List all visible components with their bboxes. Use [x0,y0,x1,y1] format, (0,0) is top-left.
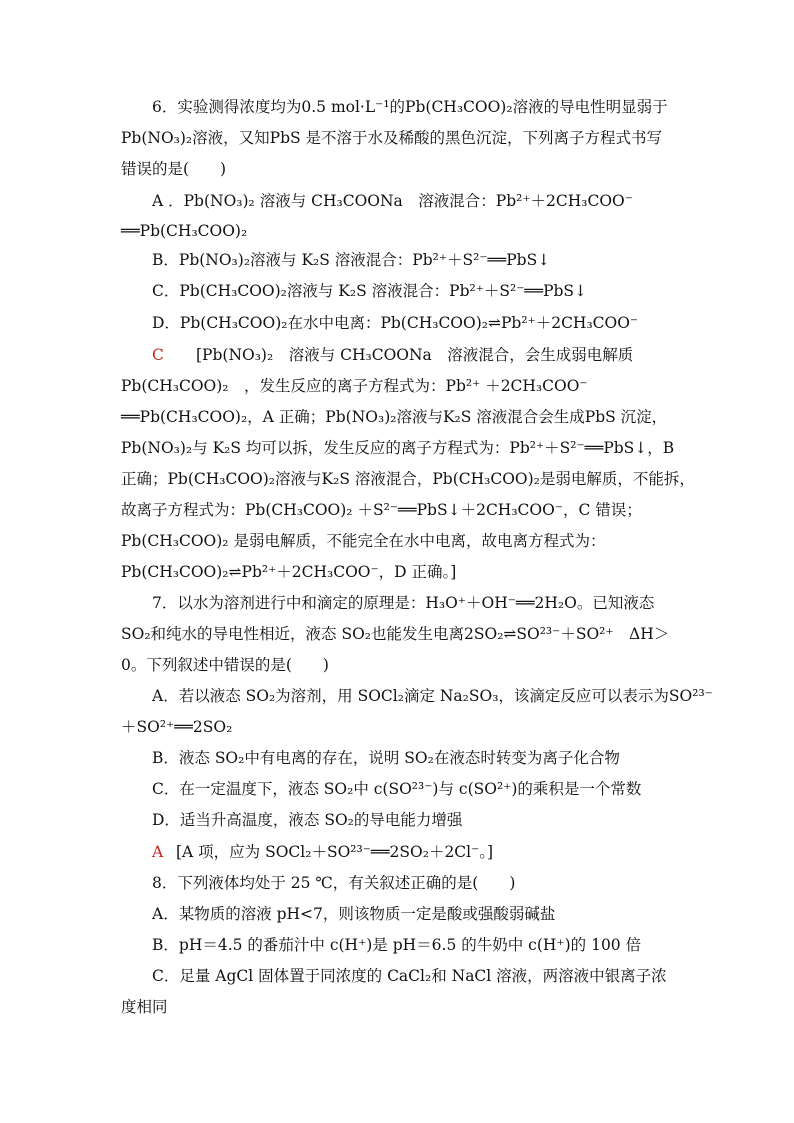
q6-explanation-line-6: 故离子方程式为：Pb(CH₃COO)₂ ＋S²⁻══PbS↓＋2CH₃COO⁻，C 错误； [121,501,642,519]
q8-stem: 8．下列液体均处于 25 ℃，有关叙述正确的是( ) [152,874,516,892]
q7-option-a-line-2: ＋SO²⁺══2SO₂ [121,718,233,736]
q6-option-d: D．Pb(CH₃COO)₂在水中电离：Pb(CH₃COO)₂⇌Pb²⁺＋2CH₃COO⁻ [152,314,639,332]
q7-option-b: B．液态 SO₂中有电离的存在，说明 SO₂在液态时转变为离子化合物 [152,749,620,767]
q6-option-b: B．Pb(NO₃)₂溶液与 K₂S 溶液混合：Pb²⁺＋S²⁻══PbS↓ [152,251,551,269]
q6-explanation-line-1: [Pb(NO₃)₂ 溶液与 CH₃COONa 溶液混合，会生成弱电解质 [196,346,634,364]
q7-option-c: C．在一定温度下，液态 SO₂中 c(SO²³⁻)与 c(SO²⁺)的乘积是一个常数 [152,780,642,798]
q6-option-a-line-2: ══Pb(CH₃COO)₂ [121,222,248,240]
q8-option-a: A．某物质的溶液 pH<7，则该物质一定是酸或强酸弱碱盐 [152,905,556,923]
q6-option-a-line-1: A ．Pb(NO₃)₂ 溶液与 CH₃COONa 溶液混合：Pb²⁺＋2CH₃COO⁻ [152,192,633,210]
q6-explanation-line-4: Pb(NO₃)₂与 K₂S 均可以拆，发生反应的离子方程式为：Pb²⁺＋S²⁻══PbS↓，B [121,439,675,457]
q8-option-c-line-1: C．足量 AgCl 固体置于同浓度的 CaCl₂和 NaCl 溶液，两溶液中银离子浓 [152,967,667,985]
q7-option-d: D．适当升高温度，液态 SO₂的导电能力增强 [152,811,463,829]
q7-stem-line-3: 0。下列叙述中错误的是( ) [121,656,329,674]
q6-option-c: C．Pb(CH₃COO)₂溶液与 K₂S 溶液混合：Pb²⁺＋S²⁻══PbS↓ [152,282,588,300]
q6-explanation-line-3: ══Pb(CH₃COO)₂，A 正确；Pb(NO₃)₂溶液与K₂S 溶液混合会生成PbS 沉淀， [121,408,668,426]
q7-option-a-line-1: A．若以液态 SO₂为溶剂，用 SOCl₂滴定 Na₂SO₃，该滴定反应可以表示为SO²³⁻ [152,687,713,705]
q8-option-c-line-2: 度相同 [121,998,168,1016]
q7-answer-letter: A [152,843,164,861]
q8-option-b: B．pH＝4.5 的番茄汁中 c(H⁺)是 pH＝6.5 的牛奶中 c(H⁺)的 100 倍 [152,936,642,954]
q6-answer-letter: C [152,346,164,364]
q6-stem-line-2: Pb(NO₃)₂溶液，又知PbS 是不溶于水及稀酸的黑色沉淀，下列离子方程式书写 [121,129,663,147]
q6-explanation-line-5: 正确；Pb(CH₃COO)₂溶液与K₂S 溶液混合，Pb(CH₃COO)₂是弱电解质，不能拆， [121,470,695,488]
q6-explanation-line-7: Pb(CH₃COO)₂ 是弱电解质，不能完全在水中电离，故电离方程式为： [121,532,606,550]
q6-explanation-line-2: Pb(CH₃COO)₂ ，发生反应的离子方程式为：Pb²⁺ ＋2CH₃COO⁻ [121,377,588,395]
q6-explanation-line-8: Pb(CH₃COO)₂⇌Pb²⁺＋2CH₃COO⁻，D 正确。] [121,563,457,581]
q6-stem-line-1: 6．实验测得浓度均为0.5 mol·L⁻¹的Pb(CH₃COO)₂溶液的导电性明显弱于 [152,98,668,116]
q7-stem-line-1: 7．以水为溶剂进行中和滴定的原理是：H₃O⁺＋OH⁻══2H₂O。已知液态 [152,594,655,612]
q7-explanation: [A 项，应为 SOCl₂＋SO²³⁻══2SO₂＋2Cl⁻。] [176,843,494,861]
q7-stem-line-2: SO₂和纯水的导电性相近，液态 SO₂也能发生电离2SO₂⇌SO²³⁻＋SO²⁺ ΔH＞ [121,625,670,643]
q6-stem-line-3: 错误的是( ) [121,160,227,178]
